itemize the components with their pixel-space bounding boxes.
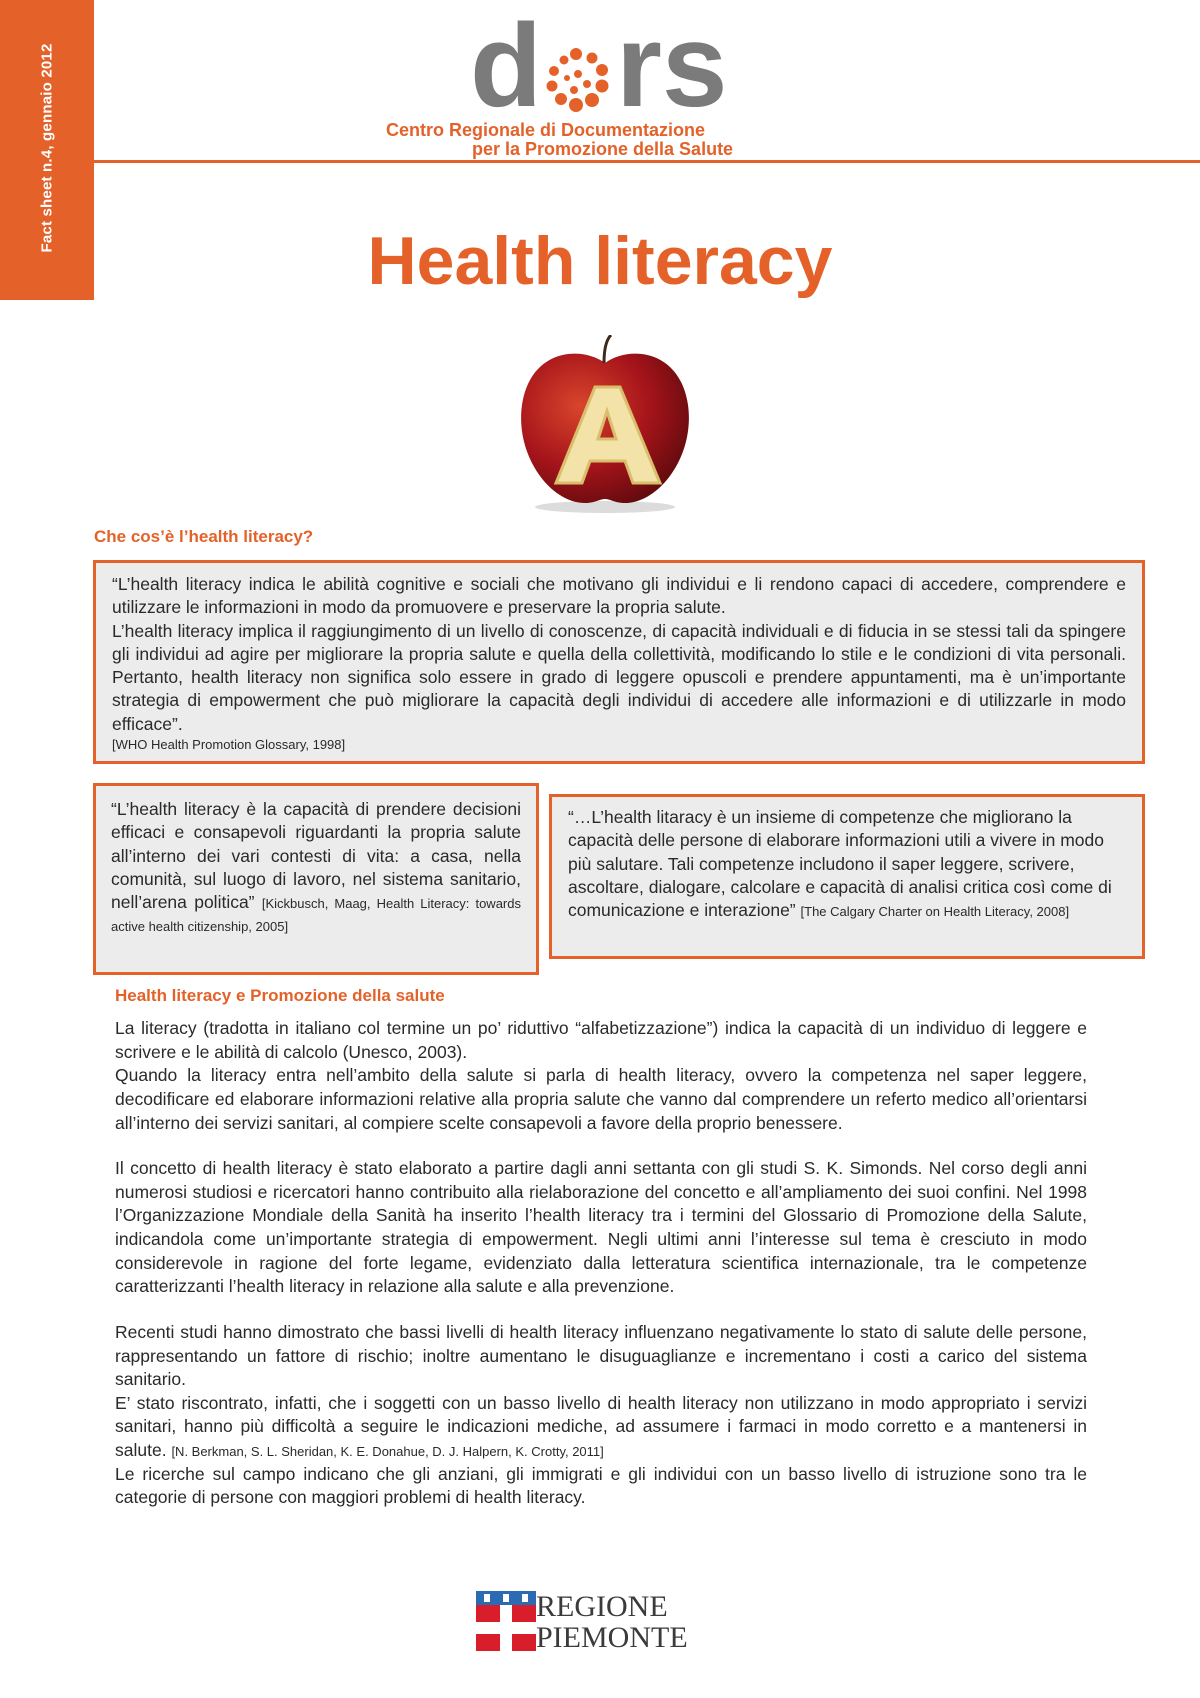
section2-body [115,1017,1087,1510]
section2-p6: Le ricerche sul campo indicano che gli anziani, gli immigrati e gli individui con un basso livello di istruzione sono tra le categorie di persone con maggiori problemi di health literacy. [115,1463,1087,1508]
regione-line2: PIEMONTE [536,1621,688,1654]
quote-who-p2: L’health literacy implica il raggiungimento di un livello di conoscenze, di capacità individuali e di fiducia in se stessi tali da spingere gli individui ad agire per migliorare la propria salute e quella della collettività, modificando lo stile e le condizioni di vita personali. Pertanto, health literacy non significa solo essere in grado di leggere opuscoli e prendere appuntamenti, ma è un’importante strategia di empowerment che può migliorare la capacità degli individui di accedere alle informazioni e di utilizzarle in modo efficace”. [112,620,1126,734]
section2-p3: Il concetto di health literacy è stato elaborato a partire dagli anni settanta con gli studi S. K. Simonds. Nel corso degli anni numerosi studiosi e ricercatori hanno contribuito alla rielaborazione del concetto e all’ampliamento dei suoi confini. Nel 1998 l’Organizzazione Mondiale della Sanità ha inserito l’health literacy tra i termini del Glossario di Promozione della Salute, indicandola come un’importante strategia di empowerment. Negli ultimi anni l’interesse sul tema è cresciuto in modo considerevole in ragione del forte legame, evidenziato dalla letteratura scientifica internazionale, tra le competenze caratterizzanti l’health literacy in relazione alla salute e alla prevenzione. [115,1158,1087,1297]
quote-box-who [93,560,1145,764]
section2-p5: E’ stato riscontrato, infatti, che i soggetti con un basso livello di health literacy non utilizzano in modo appropriato i servizi sanitari, hanno più difficoltà a seguire le indicazioni mediche, ad assumere i farmaci in modo corretto e a mantenersi in salute. [115,1392,1087,1460]
regione-piemonte-logo [476,1591,696,1653]
quote-calgary-text: “…L’health litaracy è un insieme di competenze che migliorano la capacità delle persone di elaborare informazioni utili a vivere in modo più salutare. Tali competenze includono il saper leggere, scrivere, ascoltare, dialogare, calcolare e capacità di analisi critica così come di comunicazione e interazione” [568,807,1112,921]
section2-p2: Quando la literacy entra nell’ambito della salute si parla di health literacy, ovvero la competenza nel saper leggere, decodificare ed elaborare informazioni relative alla propria salute che vanno dal comprendere un referto medico all’orientarsi all’interno dei servizi sanitari, al compiere scelte consapevoli a favore della proprio benessere. [115,1065,1087,1133]
header-rule [94,160,1200,163]
quote-who-p1: “L’health literacy indica le abilità cognitive e sociali che motivano gli individui e li rendono capaci di accedere, comprendere e utilizzare le informazioni in modo da promuovere e preservare la propria salute. [112,574,1126,618]
logo-letter-d: d [470,14,543,122]
piemonte-coat-of-arms-icon [476,1591,536,1651]
quote-calgary-cite: [The Calgary Charter on Health Literacy, 2008] [800,904,1070,920]
apple-icon [510,335,700,515]
logo-subtitle-line1: Centro Regionale di Documentazione [386,120,706,140]
logo-dots-icon [547,48,609,112]
section1-heading: Che cos’è l’health literacy? [94,527,314,546]
quote-who-cite: [WHO Health Promotion Glossary, 1998] [112,736,346,752]
section2-p5-cite: [N. Berkman, S. L. Sheridan, K. E. Donahue, D. J. Halpern, K. Crotty, 2011] [171,1444,604,1459]
section2-p4: Recenti studi hanno dimostrato che bassi livelli di health literacy influenzano negativamente lo stato di salute delle persone, rappresentando un fattore di rischio; inoltre aumentano le disuguaglianze e incrementano i costi a carico del sistema sanitario. [115,1321,1087,1390]
page-title: Health literacy [367,223,833,299]
quote-kickbusch-text: “L’health literacy è la capacità di prendere decisioni efficaci e consapevoli riguardanti la propria salute all’interno dei vari contesti di vita: a casa, nella comunità, sul luogo di lavoro, nel sistema sanitario, nell’arena politica” [111,799,521,913]
quote-box-calgary [549,794,1145,959]
quote-box-kickbusch [93,783,539,975]
regione-line1: REGIONE [536,1590,668,1623]
fact-sheet-label: Fact sheet n.4, gennaio 2012 [38,43,56,253]
section2-heading: Health literacy e Promozione della salute [115,986,445,1005]
dors-logo [470,14,740,122]
quote-kickbusch-cite: [Kickbusch, Maag, Health Literacy: towards active health citizenship, 2005] [111,896,521,935]
logo-subtitle-line2: per la Promozione della Salute [472,139,734,159]
section2-p1: La literacy (tradotta in italiano col termine un po’ riduttivo “alfabetizzazione”) indica la capacità di un individuo di leggere e scrivere e le abilità di calcolo (Unesco, 2003). [115,1018,1087,1062]
logo-letters-rs: rs [616,14,728,122]
